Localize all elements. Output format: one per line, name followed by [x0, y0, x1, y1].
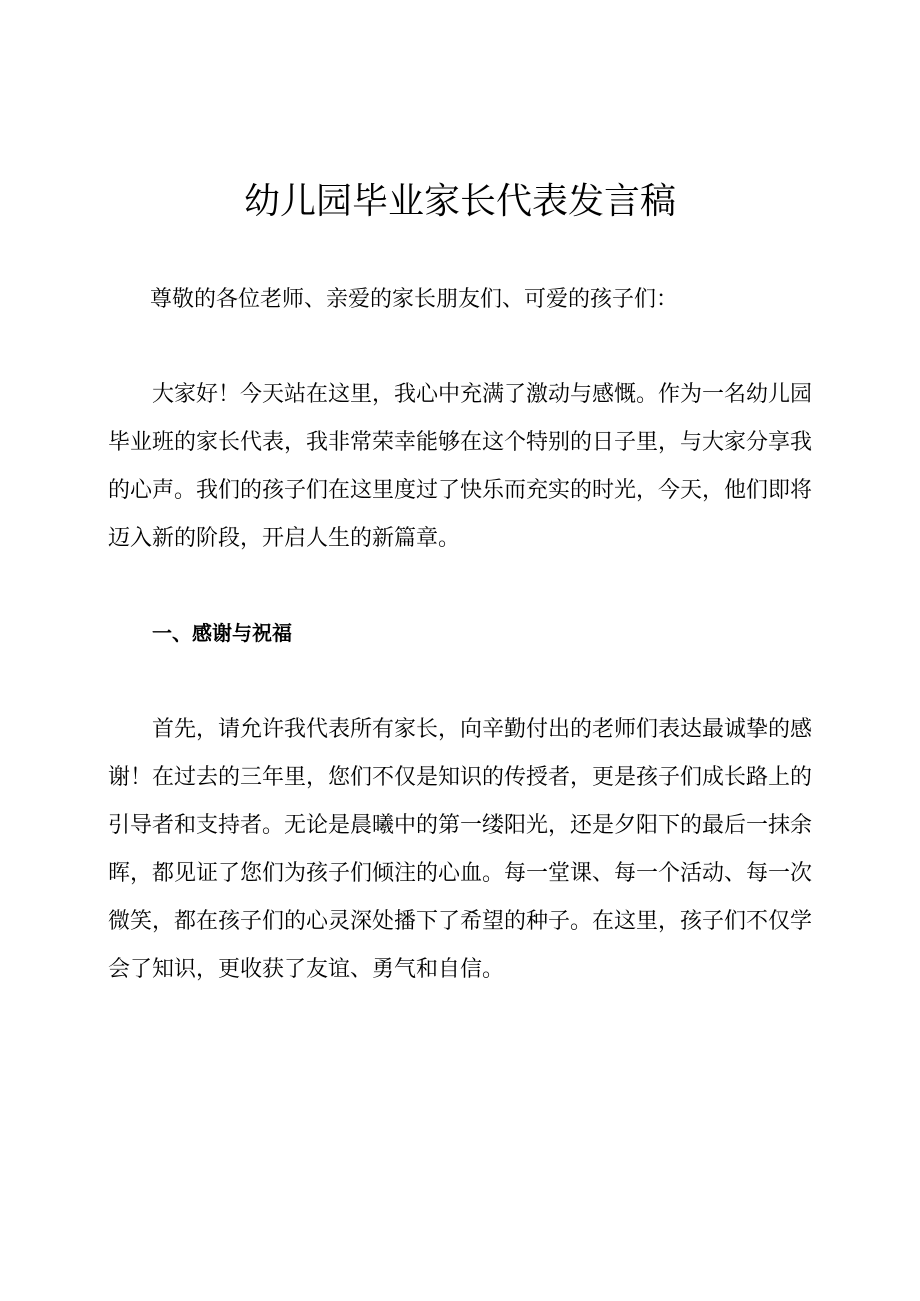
- opening-paragraph: 大家好！今天站在这里，我心中充满了激动与感慨。作为一名幼儿园毕业班的家长代表，我非常荣幸能够在这个特别的日子里，与大家分享我的心声。我们的孩子们在这里度过了快乐而充实的时光，今天，他们即将迈入新的阶段，开启人生的新篇章。: [108, 382, 813, 551]
- thanks-paragraph: 首先，请允许我代表所有家长，向辛勤付出的老师们表达最诚挚的感谢！在过去的三年里，您们不仅是知识的传授者，更是孩子们成长路上的引导者和支持者。无论是晨曦中的第一缕阳光，还是夕阳下的最后一抹余晖，都见证了您们为孩子们倾注的心血。每一堂课、每一个活动、每一次微笑，都在孩子们的心灵深处播下了希望的种子。在这里，孩子们不仅学会了知识，更收获了友谊、勇气和自信。: [108, 717, 813, 982]
- section-heading-thanks: 一、感谢与祝福: [152, 621, 292, 645]
- salutation: 尊敬的各位老师、亲爱的家长朋友们、可爱的孩子们：: [150, 287, 679, 312]
- document-title: 幼儿园毕业家长代表发言稿: [243, 181, 676, 222]
